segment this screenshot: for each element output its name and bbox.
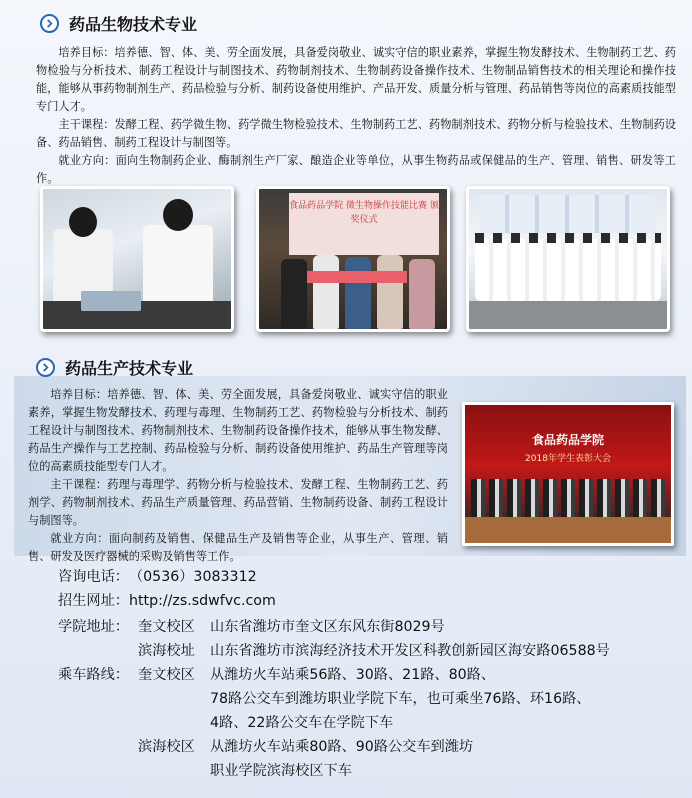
route2-line1: 从潍坊火车站乘80路、90路公交车到潍坊 (210, 739, 474, 755)
section1-career: 就业方向：面向生物制药企业、酶制剂生产厂家、酿造企业等单位，从事生物药品或保健品的生产、管理、销售、研发等工作。 (36, 154, 676, 185)
arrow-right-circle-icon (36, 358, 55, 377)
route-row-1 (58, 664, 495, 686)
address-row-2 (138, 640, 610, 662)
section2-career: 就业方向：面向制药及销售、保健品生产及销售等企业，从事生产、管理、销售、研发及医疗器械的采购及销售等工作。 (28, 532, 448, 563)
stage-subtitle: 2018年学生表彰大会 (525, 454, 611, 464)
section2-goal: 培养目标：培养德、智、体、美、劳全面发展，具备爱岗敬业、诚实守信的职业素养，掌握生物发酵技术、药理与毒理、生物制药工艺、药物检验与分析技术、制药工程设计与制图技术、药物制剂技术、生物制药设备操作技术，能够从事生物发酵、药品生产操作与工艺控制、药品检验与分析、制药设备使用维护、药品生产管理等岗位的高素质技能型专门人才。 (28, 388, 448, 473)
award-banner: 食品药品学院 微生物操作技能比赛 颁奖仪式 (289, 193, 439, 255)
route1-line2: 78路公交车到潍坊职业学院下车，也可乘坐76路、环16路、 (210, 691, 591, 707)
route-label: 乘车路线： (58, 667, 129, 683)
campus1-name: 奎文校区 (138, 619, 195, 635)
section2-title: 药品生产技术专业 (65, 359, 194, 378)
address-row-1 (58, 616, 445, 638)
stage-photo (462, 402, 674, 546)
group-photo (466, 186, 670, 332)
route1-campus: 奎文校区 (138, 667, 195, 683)
stage-title: 食品药品学院 (531, 433, 604, 447)
section1-courses: 主干课程：发酵工程、药学微生物、药学微生物检验技术、生物制药工艺、药物制剂技术、药物分析与检验技术、生物制药设备、药品销售、制药工程设计与制图等。 (36, 118, 676, 149)
section2-text (28, 386, 448, 566)
section2-header (36, 356, 193, 379)
web-row (58, 590, 276, 612)
campus1-address: 山东省潍坊市奎文区东风东街8029号 (210, 619, 445, 635)
address-label: 学院地址： (58, 619, 129, 635)
route1-line1: 从潍坊火车站乘56路、30路、21路、80路、 (210, 667, 496, 683)
section1-header (40, 12, 197, 35)
phone-label: 咨询电话： (58, 569, 129, 585)
route-row-2 (138, 736, 473, 758)
web-label: 招生网址： (58, 593, 129, 609)
section1-text (36, 44, 676, 188)
phone-value: （0536）3083312 (128, 569, 257, 585)
campus2-address: 山东省潍坊市滨海经济技术开发区科教创新园区海安路06588号 (210, 643, 610, 659)
web-link[interactable]: http://zs.sdwfvc.com (128, 593, 276, 609)
lab-photo (40, 186, 234, 332)
phone-row (58, 566, 257, 588)
arrow-right-circle-icon (40, 14, 59, 33)
section1-title: 药品生物技术专业 (69, 15, 198, 34)
campus2-name: 滨海校址 (138, 643, 195, 659)
route1-line3: 4路、22路公交车在学院下车 (210, 715, 394, 731)
route2-campus: 滨海校区 (138, 739, 195, 755)
section1-goal: 培养目标：培养德、智、体、美、劳全面发展，具备爱岗敬业、诚实守信的职业素养，掌握生物发酵技术、生物制药工艺、药物检验与分析技术、制药工程设计与制图技术、药物制剂技术、生物制药设备操作技术、生物制品销售技术的相关理论和操作技能，能够从事药物制剂生产、药品检验与分析、制药设备使用维护、产品开发、质量分析与管理、药品销售等岗位的高素质技能型专门人才。 (36, 46, 676, 113)
section2-courses: 主干课程：药理与毒理学、药物分析与检验技术、发酵工程、生物制药工艺、药剂学、药物制剂技术、药品生产质量管理、药品营销、生物制药设备、制药工程设计与制图等。 (28, 478, 448, 527)
award-photo (256, 186, 450, 332)
route2-line2: 职业学院滨海校区下车 (210, 763, 352, 779)
